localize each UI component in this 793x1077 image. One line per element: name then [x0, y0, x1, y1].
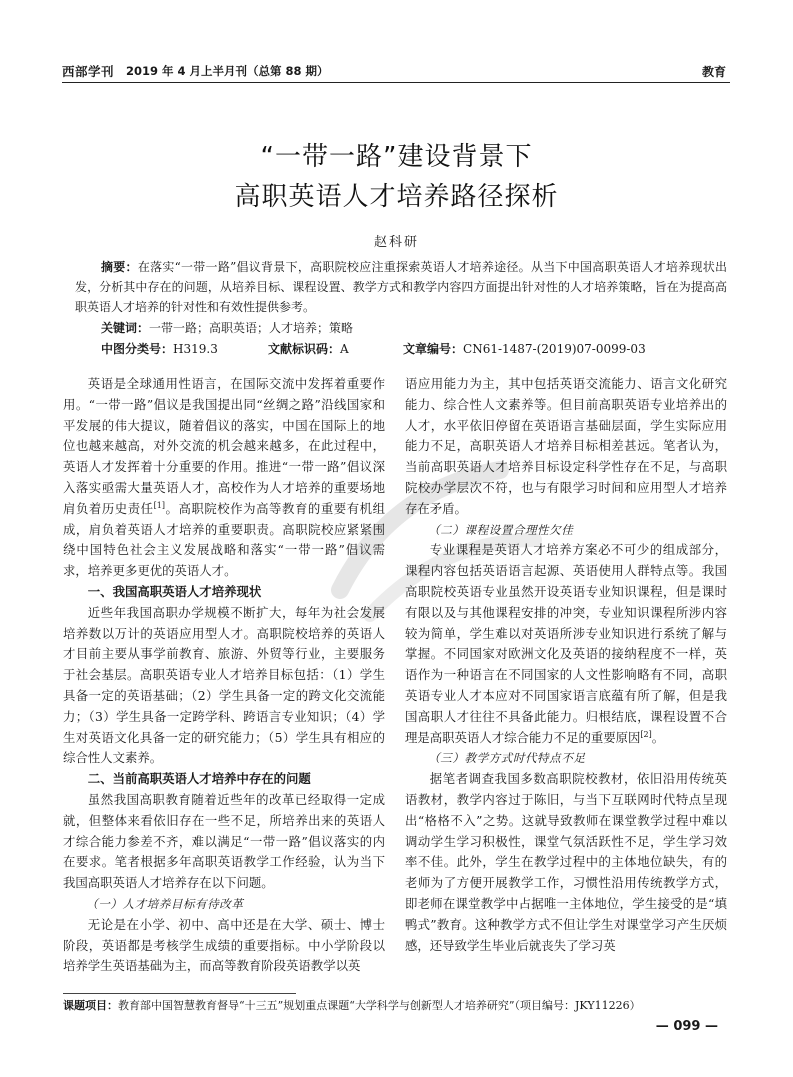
citation-ref: [2]	[640, 729, 652, 739]
paragraph-text: 英语是全球通用性语言，在国际交流中发挥着重要作用。“一带一路”倡议是我国提出同“丝绸之路”沿线国家和平发展的伟大提议，随着倡议的落实，中国在国际上的地位也越来越高，对外交流的机会越来越多，在此过程中，英语人才发挥着十分重要的作用。推进“一带一路”倡议深入落实亟需大量英语人才，高校作为人才培养的重要场地肩负着历史责任	[63, 376, 385, 516]
footnote-text: 教育部中国智慧教育督导“十三五”规划重点课题“大学科学与创新型人才培养研究”（项目编号：JKY11226）	[118, 999, 641, 1012]
article-title-line-2: 高职英语人才培养路径探析	[234, 182, 559, 212]
paragraph-text: 。高职院校作为高等教育的重要有机组成，肩负着英语人才培养的重要职责。高职院校应紧紧围绕中国特色社会主义发展战略和落实“一带一路”倡议需求，培养更多更优的英语人才。	[63, 500, 386, 579]
footnote-label: 课题项目：	[63, 999, 118, 1012]
citation-ref: [1]	[153, 500, 165, 510]
body-paragraph: 据笔者调查我国多数高职院校教材，依旧沿用传统英语教材，教学内容过于陈旧，与当下互联网时代特点呈现出“格格不入”之势。这就导致教师在课堂教学过程中难以调动学生学习积极性，课堂气氛活跃性不足，学生学习效率不佳。此外，学生在教学过程中的主体地位缺失，有的老师为了方便开展教学工作，习惯性沿用传统教学方式，即老师在课堂教学中占据唯一主体地位，学生接受的是“填鸭式”教育。这种教学方式不但让学生对课堂学习产生厌烦感，还导致学生毕业后就丧失了学习英	[405, 771, 727, 953]
footnote-divider	[63, 993, 296, 994]
article-number	[403, 340, 646, 358]
body-paragraph: 近些年我国高职办学规模不断扩大，每年为社会发展培养数以万计的英语应用型人才。高职院校培养的英语人才目前主要从事学前教育、旅游、外贸等行业，主要服务于社会基层。高职英语专业人才培养目标包括：（1）学生具备一定的英语基础；（2）学生具备一定的跨文化交流能力；（3）学生具备一定跨学科、跨语言专业知识；（4）学生对英语文化具备一定的研究能力；（5）学生具有相应的综合性人文素养。	[63, 604, 385, 766]
classification-value: H319.3	[173, 342, 218, 356]
keywords-text: 一带一路；高职英语；人才培养；策略	[149, 321, 354, 335]
right-column	[405, 374, 727, 956]
journal-issue: 2019 年 4 月上半月刊（总第 88 期）	[126, 64, 329, 78]
page-number: — 099 —	[655, 1019, 718, 1034]
document-code	[268, 340, 349, 358]
left-column	[63, 374, 385, 977]
section-label: 教育	[701, 65, 726, 79]
article-number-label: 文章编号：	[403, 342, 464, 356]
keywords-label: 关键词：	[101, 321, 150, 335]
body-paragraph: 虽然我国高职教育随着近些年的改革已经取得一定成就，但整体来看依旧存在一些不足，所培养出来的英语人才综合能力参差不齐，难以满足“一带一路”倡议落实的内在要求。笔者根据多年高职英语教学工作经验，认为当下我国高职英语人才培养存在以下问题。	[63, 791, 385, 891]
abstract-text: 在落实“一带一路”倡议背景下，高职院校应注重探索英语人才培养途径。从当下中国高职英语人才培养现状出发，分析其中存在的问题，从培养目标、课程设置、教学方式和教学内容四方面提出针对性的人才培养策略，旨在为提高高职英语人才培养的针对性和有效性提供参考。	[75, 260, 727, 314]
footnote	[63, 998, 733, 1014]
body-paragraph	[63, 374, 385, 582]
journal-name: 西部学刊	[62, 64, 115, 79]
abstract	[75, 257, 727, 317]
author-name: 赵科研	[373, 235, 419, 250]
subsection-heading: （三）教学方式时代特点不足	[428, 751, 586, 766]
section-heading-2: 二、当前高职英语人才培养中存在的问题	[87, 771, 311, 787]
document-code-label: 文献标识码：	[268, 342, 341, 356]
subsection-heading: （一）人才培养目标有待改革	[86, 896, 244, 911]
article-number-value: CN61-1487-(2019)07-0099-03	[463, 342, 646, 356]
section-heading-1: 一、我国高职英语人才培养现状	[87, 583, 262, 599]
classification-label: 中图分类号：	[101, 342, 174, 356]
article-title-line-1: “一带一路”建设背景下	[260, 142, 533, 172]
body-paragraph	[405, 540, 727, 748]
subsection-heading: （二）课程设置合理性欠佳	[428, 522, 574, 537]
keywords	[101, 319, 353, 337]
body-paragraph: 无论是在小学、初中、高中还是在大学、硕士、博士阶段，英语都是考核学生成绩的重要指标。中小学阶段以培养学生英语基础为主，而高等教育阶段英语教学以英	[63, 916, 385, 974]
classification-number	[101, 340, 218, 358]
paragraph-text: 。	[651, 729, 665, 745]
document-code-value: A	[340, 342, 349, 356]
body-paragraph: 语应用能力为主，其中包括英语交流能力、语言文化研究能力、综合性人文素养等。但目前高职英语专业培养出的人才，水平依旧停留在英语语言基础层面，学生实际应用能力不足，高职英语人才培养目标相差甚远。笔者认为，当前高职英语人才培养目标设定科学性存在不足，与高职院校办学层次不符，也与有限学习时间和应用型人才培养存在矛盾。	[405, 376, 727, 516]
abstract-label: 摘要：	[101, 260, 138, 274]
running-header	[62, 62, 730, 83]
paragraph-text: 专业课程是英语人才培养方案必不可少的组成部分，课程内容包括英语语言起源、英语使用人群特点等。我国高职院校英语专业虽然开设英语专业知识课程，但是课时有限以及与其他课程安排的冲突，专业知识课程所涉内容较为简单，学生难以对英语所涉专业知识进行系统了解与掌握。不同国家对欧洲文化及英语的接纳程度不一样，英语作为一种语言在不同国家的人文性影响略有不同，高职英语专业人才本应对不同国家语言底蕴有所了解，但是我国高职人才往往不具备此能力。归根结底，课程设置不合理是高职英语人才综合能力不足的重要原因	[405, 542, 727, 745]
